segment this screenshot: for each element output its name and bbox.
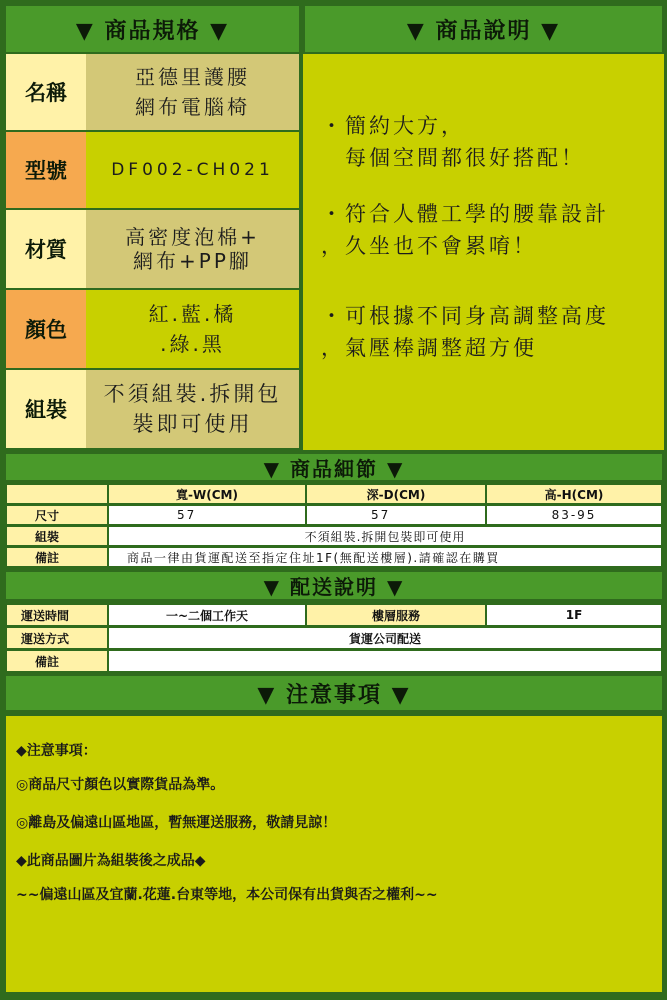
details-remark-label: 備註: [6, 547, 108, 567]
spec-value-model: DF002-CH021: [86, 132, 299, 210]
floor-service-value: 1F: [486, 604, 662, 626]
description-item: ・簡約大方， 每個空間都很好搭配！: [321, 114, 585, 170]
floor-service-label: 樓層服務: [306, 604, 486, 626]
col-depth-header: 深-D(CM): [306, 484, 486, 504]
spec-label-assembly: 組裝: [6, 370, 86, 450]
spec-header: ▼ 商品規格 ▼: [4, 4, 301, 54]
details-header: ▼ 商品細節 ▼: [4, 452, 664, 482]
description-header: ▼ 商品說明 ▼: [303, 4, 664, 54]
note-item: ◆此商品圖片為組裝後之成品◆: [16, 853, 206, 869]
description-item: ・符合人體工學的腰靠設計 ，久坐也不會累唷！: [321, 202, 609, 258]
notes-panel: [4, 714, 664, 994]
delivery-remark-value: [108, 650, 662, 672]
spec-value-material: 高密度泡棉+ 網布+PP腳: [86, 210, 299, 290]
delivery-remark-label: 備註: [6, 650, 108, 672]
height-value: 83-95: [486, 505, 662, 525]
size-label: 尺寸: [6, 505, 108, 525]
delivery-method-value: 貨運公司配送: [108, 627, 662, 649]
details-remark-value: 商品一律由貨運配送至指定住址1F(無配送樓層).請確認在購買: [108, 547, 662, 567]
spec-label-name: 名稱: [6, 54, 86, 132]
assembly-label: 組裝: [6, 526, 108, 546]
spec-label-material: 材質: [6, 210, 86, 290]
width-value: 57: [108, 505, 306, 525]
spec-value-assembly: 不須組裝.拆開包 裝即可使用: [86, 370, 299, 450]
spec-label-color: 顏色: [6, 290, 86, 370]
notes-title: ◆注意事項：: [16, 743, 97, 759]
col-width-header: 寬-W(CM): [108, 484, 306, 504]
note-item: ◎商品尺寸顏色以實際貨品為準。: [16, 777, 225, 793]
delivery-time-label: 運送時間: [6, 604, 108, 626]
description-item: ・可根據不同身高調整高度 ，氣壓棒調整超方便: [321, 304, 609, 360]
assembly-value: 不須組裝.拆開包裝即可使用: [108, 526, 662, 546]
notes-header: ▼ 注意事項 ▼: [4, 674, 664, 712]
details-corner-cell: [6, 484, 108, 504]
spec-label-model: 型號: [6, 132, 86, 210]
delivery-method-label: 運送方式: [6, 627, 108, 649]
delivery-header: ▼ 配送說明 ▼: [4, 570, 664, 601]
spec-value-name: 亞德里護腰 網布電腦椅: [86, 54, 299, 132]
note-item: ◎離島及偏遠山區地區，暫無運送服務，敬請見諒！: [16, 815, 337, 831]
depth-value: 57: [306, 505, 486, 525]
delivery-time-value: 一~二個工作天: [108, 604, 306, 626]
description-panel: [303, 54, 664, 450]
spec-value-color: 紅.藍.橘 .綠.黑: [86, 290, 299, 370]
col-height-header: 高-H(CM): [486, 484, 662, 504]
note-item: ~~偏遠山區及宜蘭.花蓮.台東等地，本公司保有出貨與否之權利~~: [16, 887, 438, 903]
